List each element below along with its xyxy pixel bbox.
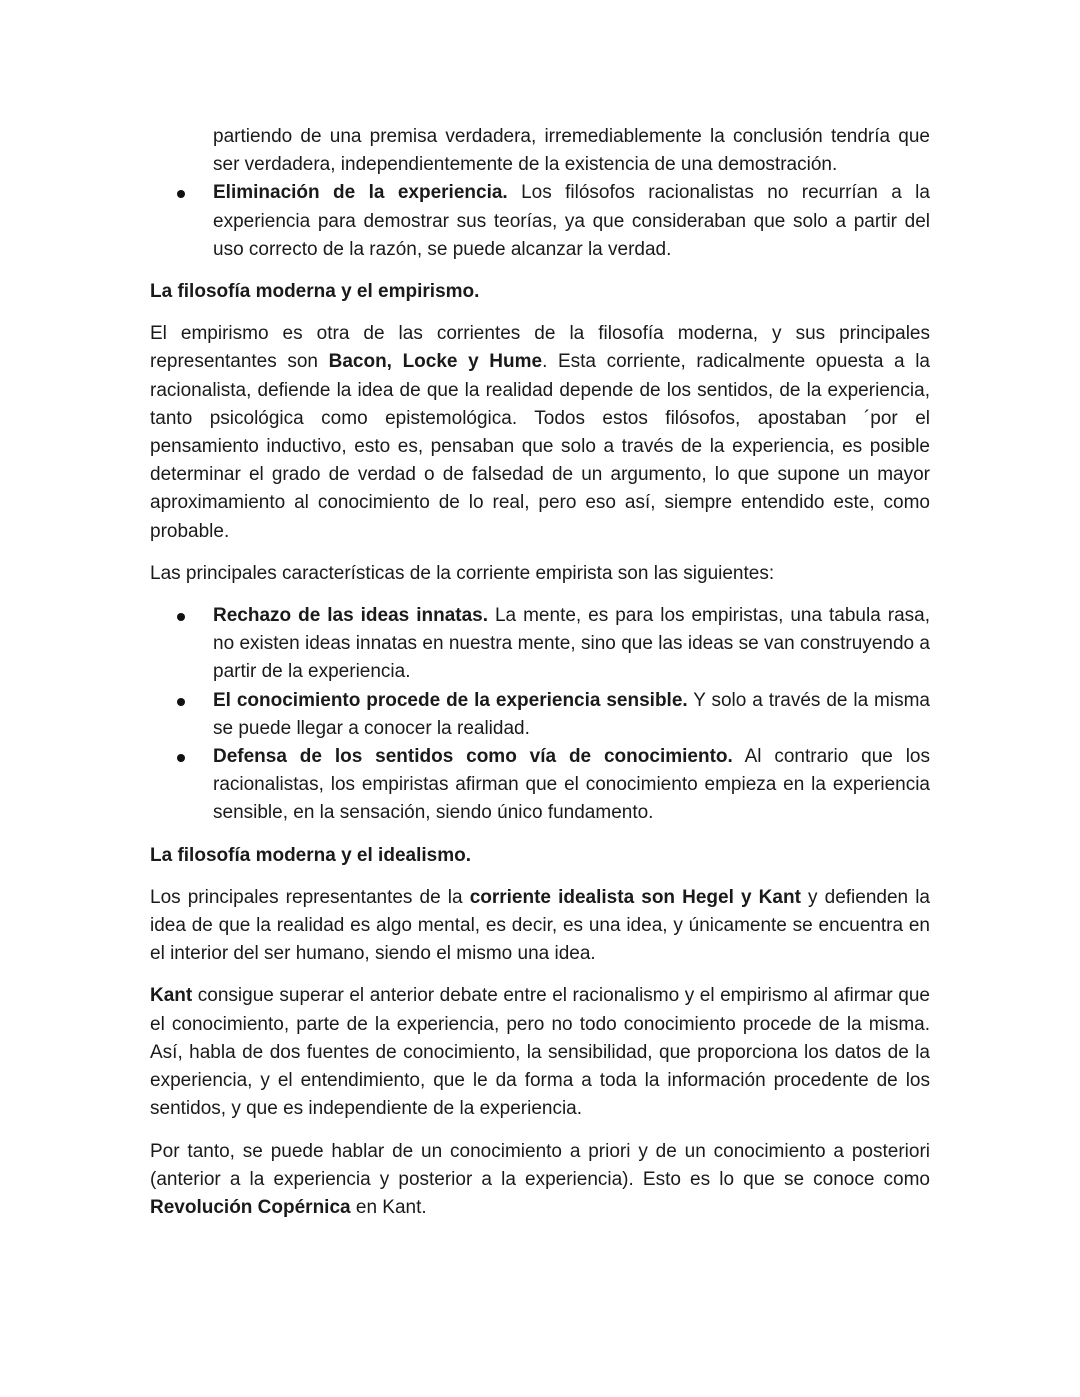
continuation-text: partiendo de una premisa verdadera, irremediablemente la conclusión tendría que ser verdadera, independientemente de la existencia de una demostración. (213, 126, 930, 176)
idealismo-paragraph-1 (150, 884, 930, 969)
idealismo-paragraph-kant (150, 982, 930, 1123)
document-page (150, 123, 930, 1236)
p3-text: Por tanto, se puede hablar de un conocimiento a priori y de un conocimiento a posteriori (anterior a la experiencia y posterior a la experiencia). Esto es lo que se conoce como (150, 1140, 930, 1190)
p1-text-b: y defienden la idea de que la realidad es algo mental, es decir, es una idea, y únicamente se encuentra en el interior del ser humano, siendo el mismo una idea. (150, 886, 930, 965)
item-text: Y solo a través de la misma se puede llegar a conocer la realidad. (213, 689, 931, 739)
p1-text-a: Los principales representantes de la (150, 886, 470, 908)
empirismo-characteristics-list (150, 602, 930, 828)
p3-end: en Kant. (350, 1196, 427, 1218)
list-item (213, 743, 930, 828)
intro-representatives: Bacon, Locke y Hume (328, 351, 543, 373)
empirismo-list-intro: Las principales características de la corriente empirista son las siguientes: (150, 562, 775, 584)
item-title: El conocimiento procede de la experiencia sensible. (213, 689, 688, 711)
empirismo-intro-paragraph (150, 320, 930, 546)
idealismo-paragraph-revolucion (150, 1138, 930, 1223)
list-item-continuation (213, 123, 930, 179)
p2-text: consigue superar el anterior debate entre el racionalismo y el empirismo al afirmar que el conocimiento, parte de la experiencia, pero no todo conocimiento procede de la misma. Así, habla de dos fuentes de conocimiento, la sensibilidad, que proporciona los datos de la experiencia, y el entendimiento, que le da forma a toda la información procedente de los sentidos, y que es independiente de la experiencia. (150, 985, 930, 1120)
revolucion-copernica: Revolución Copérnica (150, 1196, 351, 1218)
item-text: Al contrario que los racionalistas, los empiristas afirman que el conocimiento empieza en la experiencia sensible, en la sensación, siendo único fundamento. (213, 746, 930, 824)
bullet-icon (177, 698, 185, 706)
item-text: La mente, es para los empiristas, una tabula rasa, no existen ideas innatas en nuestra mente, sino que las ideas se van construyendo a partir de la experiencia. (213, 605, 930, 683)
list-item (213, 602, 930, 687)
bullet-icon (177, 754, 185, 762)
intro-text-a: El empirismo es otra de las corrientes de la filosofía moderna, y sus principales representantes son (150, 323, 930, 373)
list-item (213, 687, 930, 743)
racionalismo-characteristics-list (150, 123, 930, 264)
item-title: Defensa de los sentidos como vía de conocimiento. (213, 746, 733, 768)
p1-representatives: corriente idealista son Hegel y Kant (469, 886, 801, 908)
bullet-icon (177, 613, 185, 621)
item-title: Eliminación de la experiencia. (213, 182, 508, 204)
item-title: Rechazo de las ideas innatas. (213, 605, 489, 627)
bullet-icon (177, 190, 185, 198)
empirismo-heading: La filosofía moderna y el empirismo. (150, 281, 480, 303)
item-text: Los filósofos racionalistas no recurrían a la experiencia para demostrar sus teorías, ya que consideraban que solo a partir del uso correcto de la razón, se puede alcanzar la verdad. (213, 182, 930, 260)
intro-text-b: . Esta corriente, radicalmente opuesta a la racionalista, defiende la idea de que la realidad depende de los sentidos, de la experiencia, tanto psicológica como epistemológica. Todos estos filósofos, apostaban ´por el pensamiento inductivo, esto es, pensaban que solo a través de la experiencia, es posible determinar el grado de verdad o de falsedad de un argumento, lo que supone un mayor aproximamiento al conocimiento de lo real, pero eso así, siempre entendido este, como probable. (150, 351, 930, 542)
idealismo-heading: La filosofía moderna y el idealismo. (150, 844, 471, 866)
list-item-eliminacion (213, 179, 930, 264)
kant-name: Kant (150, 985, 193, 1007)
